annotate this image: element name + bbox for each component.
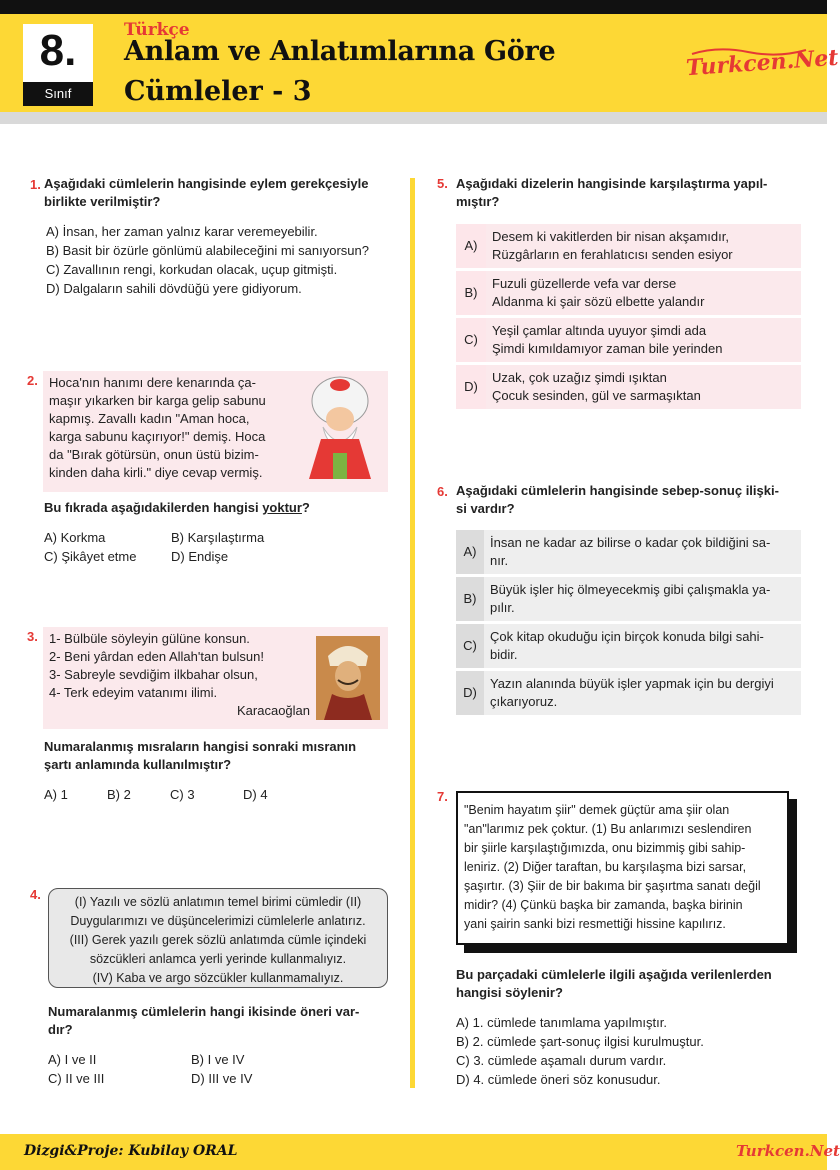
question-number: 3. <box>27 629 38 644</box>
poem-line: 4- Terk edeyim vatanımı ilimi. <box>49 685 218 700</box>
answer-option-b[interactable] <box>456 577 801 621</box>
column-divider <box>410 178 415 1088</box>
grade-label: Sınıf <box>23 82 93 106</box>
question-stem <box>456 175 767 211</box>
header-gray-band <box>0 112 827 124</box>
anecdote-line: kapmış. Zavallı kadın "Aman hoca, <box>49 411 250 426</box>
option-label: D) <box>456 671 484 715</box>
answer-option[interactable]: A) I ve II <box>48 1052 97 1067</box>
anecdote-line: Hoca'nın hanımı dere kenarında ça- <box>49 375 256 390</box>
question-number: 2. <box>27 373 38 388</box>
passage-line: "Benim hayatım şiir" demek güçtür ama şiir olan <box>464 803 730 817</box>
question-stem-line: Bu parçadaki cümlelerle ilgili aşağıda verilenlerden <box>456 967 772 982</box>
question-stem <box>44 175 368 211</box>
option-label: A) <box>456 530 484 574</box>
anecdote-line: da "Bırak götürsün, onun üstü bizim- <box>49 447 259 462</box>
question-stem-line: Numaralanmış mısraların hangisi sonraki mısranın <box>44 739 357 754</box>
answer-option[interactable]: D) Dalgaların sahili dövdüğü yere gidiyorum. <box>46 281 302 296</box>
answer-option-d[interactable] <box>456 671 801 715</box>
answer-option-a[interactable] <box>456 224 801 268</box>
answer-option[interactable]: D) Endişe <box>171 549 229 564</box>
option-text: Fuzuli güzellerde vefa var derse Aldanma ki şair sözü elbette yalandır <box>492 276 705 309</box>
poem-line: 3- Sabreyle sevdiğim ilkbahar olsun, <box>49 667 258 682</box>
passage-line: "an"larımız pek çoktur. (1) Bu anlarımızı seslendiren <box>464 822 752 836</box>
underlined-word: yoktur <box>262 500 302 515</box>
question-stem-line: dır? <box>48 1022 73 1037</box>
answer-option[interactable]: B) I ve IV <box>191 1052 245 1067</box>
anecdote-line: karga sabunu kaçırıyor!" demiş. Hoca <box>49 429 266 444</box>
subject-label: Türkçe <box>124 20 190 40</box>
option-text: Yazın alanında büyük işler yapmak için bu dergiyi çıkarıyoruz. <box>490 676 774 709</box>
poem-line: 1- Bülbüle söyleyin gülüne konsun. <box>49 631 250 646</box>
question-stem <box>456 482 779 518</box>
grade-number: 8. <box>39 26 77 75</box>
question-stem-line: şartı anlamında kullanılmıştır? <box>44 757 232 772</box>
question-stem <box>48 1003 359 1039</box>
page-title-line1: Anlam ve Anlatımlarına Göre <box>124 36 556 67</box>
option-label: C) <box>456 624 484 668</box>
option-text: Yeşil çamlar altında uyuyor şimdi ada Şimdi kımıldamıyor zaman bile yerinden <box>492 323 723 356</box>
answer-option[interactable]: D) 4. cümlede öneri söz konusudur. <box>456 1072 661 1087</box>
answer-option[interactable]: C) 3. cümlede aşamalı durum vardır. <box>456 1053 667 1068</box>
passage-line: bir şiirle karşılaştığımızda, onu bizimmiş gibi sahip- <box>464 841 746 855</box>
nasreddin-hoca-illustration <box>299 371 381 481</box>
option-label: D) <box>456 365 486 409</box>
option-label: A) <box>456 224 486 268</box>
option-label: B) <box>456 577 484 621</box>
answer-option-a[interactable] <box>456 530 801 574</box>
answer-option[interactable]: A) 1 <box>44 787 68 802</box>
answer-option[interactable]: A) İnsan, her zaman yalnız karar veremeyebilir. <box>46 224 318 239</box>
option-text: Büyük işler hiç ölmeyecekmiş gibi çalışmakla ya- pılır. <box>490 582 771 615</box>
answer-option-c[interactable] <box>456 624 801 668</box>
question-stem-line: Aşağıdaki dizelerin hangisinde karşılaştırma yapıl- <box>456 176 768 191</box>
top-black-bar <box>0 0 827 14</box>
karacaoglan-portrait <box>316 636 380 720</box>
answer-option-c[interactable] <box>456 318 801 362</box>
answer-option[interactable]: C) Zavallının rengi, korkudan olacak, uçup gitmişti. <box>46 262 338 277</box>
answer-option[interactable]: C) II ve III <box>48 1071 105 1086</box>
sentence-line: (III) Gerek yazılı gerek sözlü anlatımda cümle içindeki <box>69 933 367 947</box>
answer-option[interactable]: B) Karşılaştırma <box>171 530 265 545</box>
answer-option[interactable]: A) 1. cümlede tanımlama yapılmıştır. <box>456 1015 667 1030</box>
page-title-line2: Cümleler - 3 <box>124 76 312 107</box>
grade-badge <box>23 24 93 106</box>
question-number: 5. <box>437 176 448 191</box>
question-stem-line: Aşağıdaki cümlelerin hangisinde eylem gerekçesiyle <box>44 176 369 191</box>
answer-option-d[interactable] <box>456 365 801 409</box>
footer-credit: Dizgi&Proje: Kubilay ORAL <box>24 1143 238 1159</box>
answer-option[interactable]: C) 3 <box>170 787 195 802</box>
answer-option[interactable]: B) 2 <box>107 787 131 802</box>
anecdote-line: kinden daha kirli." diye cevap vermiş. <box>49 465 263 480</box>
question-number: 7. <box>437 789 448 804</box>
sentence-line: (I) Yazılı ve sözlü anlatımın temel birimi cümledir (II) <box>74 895 362 909</box>
question-stem <box>456 966 772 1002</box>
footer-logo: Turkcen.Net <box>736 1142 840 1160</box>
option-text: Desem ki vakitlerden bir nisan akşamıdır, Rüzgârların en ferahlatıcısı senden esiyor <box>492 229 733 262</box>
question-stem <box>44 738 356 774</box>
question-number: 1. <box>30 177 41 192</box>
anecdote-line: maşır yıkarken bir karga gelip sabunu <box>49 393 266 408</box>
question-stem-line: si vardır? <box>456 501 515 516</box>
passage-line: midir? (4) Çünkü başka bir zamanda, başka birinin <box>464 898 743 912</box>
question-stem-line: Numaralanmış cümlelerin hangi ikisinde öneri var- <box>48 1004 360 1019</box>
question-stem-line: mıştır? <box>456 194 500 209</box>
sentences-box <box>48 888 388 988</box>
option-text: Uzak, çok uzağız şimdi ışıktan Çocuk sesinden, gül ve sarmaşıktan <box>492 370 701 403</box>
question-stem-line: hangisi söylenir? <box>456 985 563 1000</box>
answer-option[interactable]: A) Korkma <box>44 530 106 545</box>
option-label: B) <box>456 271 486 315</box>
sentence-line: sözcükleri anlamca yerli yerinde kullanmalıyız. <box>89 952 347 966</box>
answer-option[interactable]: C) Şikâyet etme <box>44 549 137 564</box>
answer-option[interactable]: D) III ve IV <box>191 1071 253 1086</box>
option-label: C) <box>456 318 486 362</box>
option-text: Çok kitap okuduğu için birçok konuda bilgi sahi- bidir. <box>490 629 764 662</box>
sentence-line: Duygularımızı ve düşüncelerimizi cümlelerle anlatırız. <box>70 914 366 928</box>
question-stem-line: Aşağıdaki cümlelerin hangisinde sebep-sonuç ilişki- <box>456 483 779 498</box>
answer-option[interactable]: B) 2. cümlede şart-sonuç ilgisi kurulmuştur. <box>456 1034 704 1049</box>
passage-line: leniriz. (2) Diğer taraftan, bu karşılaşma bizi sarsar, <box>464 860 747 874</box>
passage-box <box>456 791 789 945</box>
question-number: 6. <box>437 484 448 499</box>
passage-line: yani şairin sanki bizi resmettiği hissine kapılırız. <box>464 917 726 931</box>
question-stem: Bu fıkrada aşağıdakilerden hangisi yoktur? <box>44 500 310 515</box>
option-text: İnsan ne kadar az bilirse o kadar çok bildiğini sa- nır. <box>490 535 771 568</box>
question-number: 4. <box>30 887 41 902</box>
answer-option[interactable]: D) 4 <box>243 787 268 802</box>
poem-author: Karacaoğlan <box>237 703 310 718</box>
site-logo: Turkcen.Net <box>685 44 840 82</box>
answer-option-b[interactable] <box>456 271 801 315</box>
answer-option[interactable]: B) Basit bir özürle gönlümü alabileceğini mi sanıyorsun? <box>46 243 369 258</box>
passage-line: şaşırtır. (3) Şiir de bir bakıma bir şaşırtma sanatı değil <box>464 879 761 893</box>
poem-line: 2- Beni yârdan eden Allah'tan bulsun! <box>49 649 264 664</box>
sentence-line: (IV) Kaba ve argo sözcükler kullanmamalıyız. <box>92 971 344 985</box>
question-stem-line: birlikte verilmiştir? <box>44 194 161 209</box>
